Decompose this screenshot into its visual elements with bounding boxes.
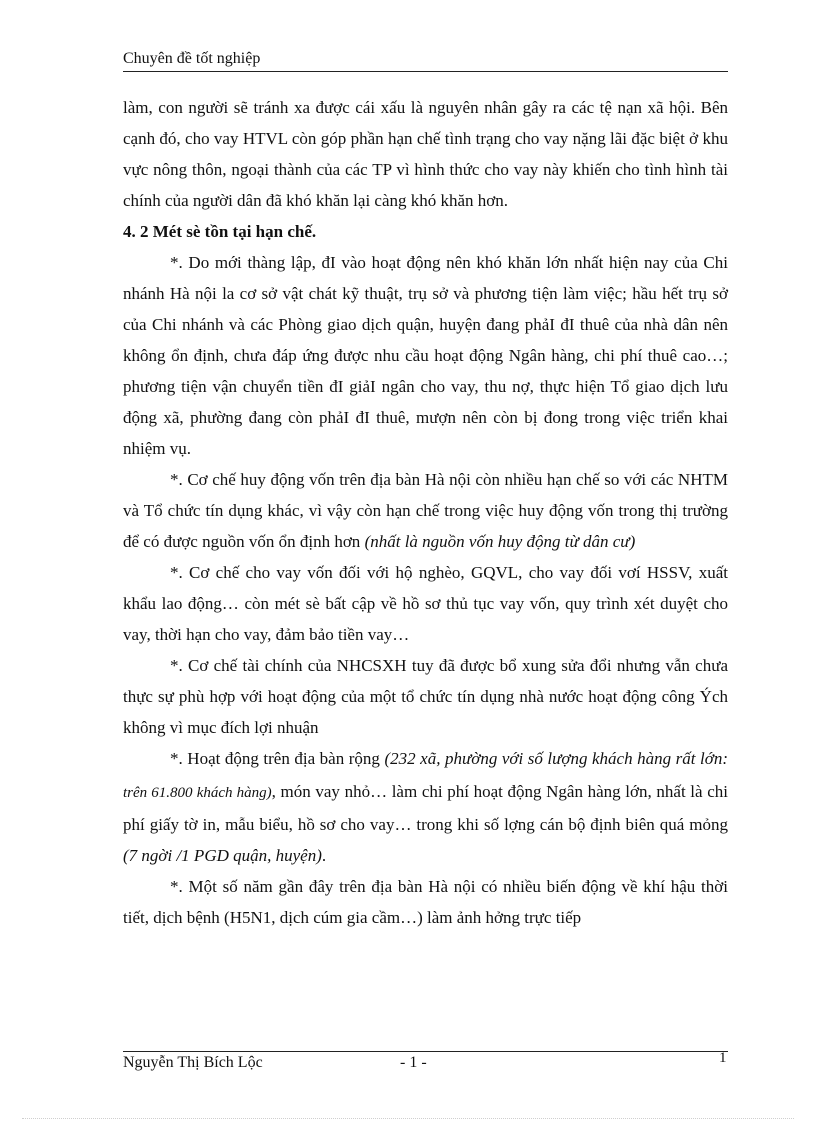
footer-author: Nguyễn Thị Bích Lộc (123, 1054, 263, 1071)
paragraph-italic-note: (nhất là nguồn vốn huy động từ dân cư) (364, 532, 636, 551)
header-rule (123, 71, 728, 72)
page-boundary-line (22, 1118, 794, 1119)
page-header-title: Chuyên đề tốt nghiệp (123, 50, 261, 67)
paragraph: *. Do mới thàng lập, đI vào hoạt động nên khó khăn lớn nhất hiện nay của Chi nhánh Hà nội la cơ sở vật chát kỹ thuật, trụ sở và phương tiện làm việc; hầu hết trụ sở của Chi nhánh và các Phòng giao dịch quận, huyện đang phảI đI thuê của nhà dân nên không ổn định, chưa đáp ứng được nhu cầu hoạt động Ngân hàng, chi phí thuê cao…; phương tiện vận chuyển tiền đI giảI ngân cho vay, thu nợ, thực hiện Tổ giao dịch lưu động xã, phường đang còn phảI đI thuê, mượn nên còn bị đong trong việc triển khai nhiệm vụ. (123, 253, 728, 458)
paragraph (123, 743, 728, 871)
paragraph-italic-note: (232 xã, phường với số lượng khách hàng rất lớn: (384, 749, 728, 768)
paragraph: làm, con người sẽ tránh xa được cái xấu là nguyên nhân gây ra các tệ nạn xã hội. Bên cạnh đó, cho vay HTVL còn góp phần hạn chế tình trạng cho vay nặng lãi đặc biệt ở khu vực nông thôn, ngoại thành của các TP vì hình thức cho vay này khiến cho tình hình tài chính của người dân đã khó khăn lại càng khó khăn hơn. (123, 98, 728, 210)
paragraph (123, 464, 728, 557)
footer-page-label: - 1 - (400, 1054, 427, 1071)
footer-page-number: 1 (719, 1050, 727, 1066)
section-heading: 4. 2 Mét sè tồn tại hạn chế. (123, 222, 317, 241)
paragraph-text: *. Hoạt động trên địa bàn rộng (170, 749, 385, 768)
paragraph-italic-note: (7 ngời /1 PGD quận, huyện) (123, 846, 322, 865)
paragraph-text: . (321, 846, 327, 865)
paragraph: *. Một số năm gần đây trên địa bàn Hà nội có nhiều biến động về khí hậu thời tiết, dịch bệnh (H5N1, dịch cúm gia cầm…) làm ảnh hởng trực tiếp (123, 877, 728, 927)
paragraph-text: , món vay nhỏ… làm chi phí hoạt động Ngân hàng lớn, nhất là chi phí giấy tờ in, mẫu biểu, hồ sơ cho vay… trong khi số lợng cán bộ định biên quá mỏng (123, 782, 728, 834)
paragraph-italic-note-small: trên 61.800 khách hàng) (123, 785, 272, 801)
footer-rule (123, 1051, 728, 1052)
paragraph: *. Cơ chế cho vay vốn đối với hộ nghèo, GQVL, cho vay đối vơí HSSV, xuất khẩu lao động… còn mét sè bất cập về hồ sơ thủ tục vay vốn, quy trình xét duyệt cho vay, thời hạn cho vay, đảm bảo tiền vay… (123, 563, 728, 644)
document-body (123, 92, 728, 933)
paragraph-text: *. Cơ chế huy động vốn trên địa bàn Hà nội còn nhiều hạn chế so với các NHTM và Tổ chức tín dụng khác, vì vậy còn hạn chế trong việc huy động vốn trong thị trường để có được nguồn vốn ổn định hơn (123, 470, 728, 551)
paragraph: *. Cơ chế tài chính của NHCSXH tuy đã được bổ xung sửa đổi nhưng vẫn chưa thực sự phù hợp với hoạt động của một tổ chức tín dụng nhà nước hoạt động công Ých không vì mục đích lợi nhuận (123, 656, 728, 737)
